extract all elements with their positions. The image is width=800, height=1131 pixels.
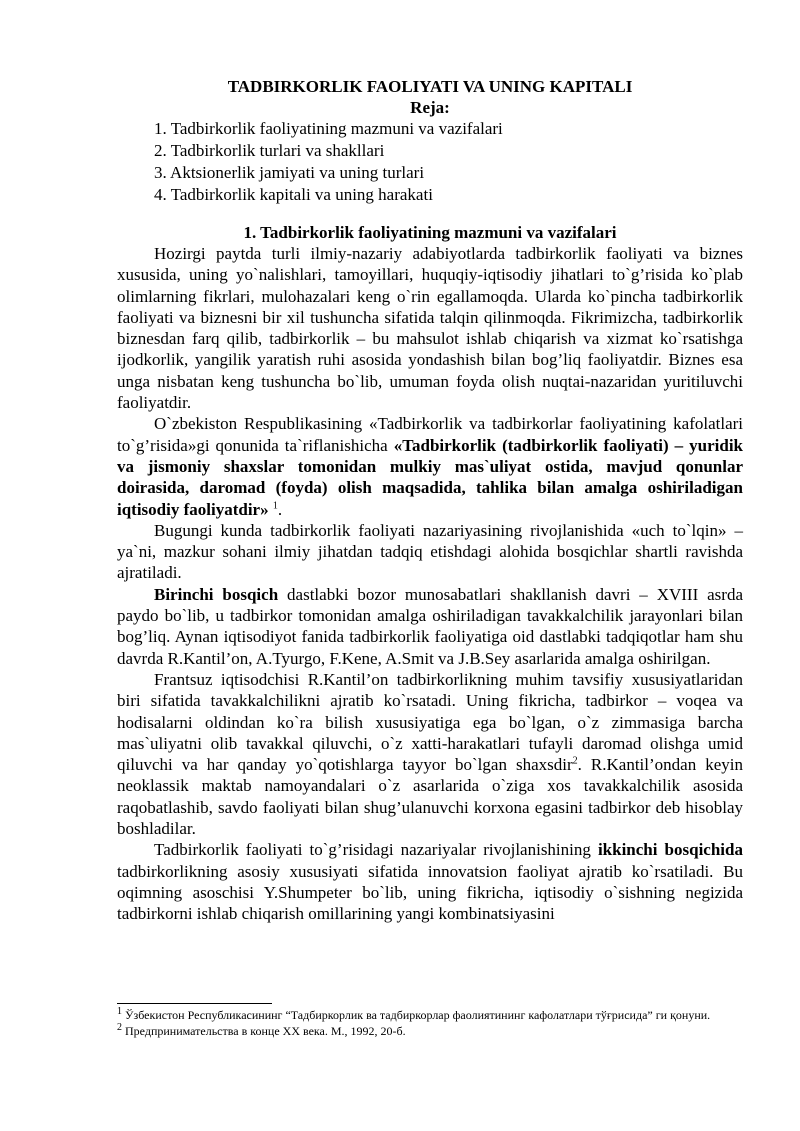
second-stage-label: ikkinchi bosqichida bbox=[597, 840, 743, 860]
paragraph-4-text: dastlabki bozor munosabatlari shakllanish davri – XVIII asrda paydo bo`lib, u tadbirkor tomonidan amalga oshiriladigan tavakkalchilik jarayonlari bilan bog’liq. Aynan iqtisodiyot fanida tadbirkorlik faoliyatiga oid dastlabki tadqiqotlar ham shu davrda R.Kantil’on, A.Tyurgo, F.Kene, A.Smit va J.B.Sey asarlarida amalga oshirilgan. bbox=[117, 584, 743, 668]
paragraph-2-text: O`zbekiston Respublikasining «Tadbirkorlik va tadbirkorlar faoliyatining kafolatlari to`g’risida»gi qonunida ta`riflanishicha bbox=[117, 414, 743, 455]
footnote-text: Предпринимательства в конце XX века. М., 1992, 20-б. bbox=[122, 1024, 406, 1038]
paragraph-6 bbox=[117, 839, 743, 924]
law-definition: «Tadbirkorlik (tadbirkorlik faoliyati) – yuridik va jismoniy shaxslar tomonidan mulkiy mas`uliyat ostida, mavjud qonunlar doirasida, daromad (foyda) olish maqsadida, tahlika bilan amalga oshiriladigan iqtisodiy faoliyatdir» bbox=[117, 435, 743, 519]
footnote-mark: 2 bbox=[117, 1022, 122, 1033]
footnote-2 bbox=[117, 1023, 743, 1039]
footnote-text: Ўзбекистон Республикасининг “Тадбиркорлик ва тадбиркорлар фаолиятининг кафолатлари тўғрисида” ги қонуни. bbox=[122, 1008, 711, 1022]
footnote-ref-1: 1 bbox=[272, 499, 278, 511]
plan-item: 4. Tadbirkorlik kapitali va uning harakati bbox=[154, 185, 433, 204]
paragraph-2-end: . bbox=[277, 499, 283, 519]
document-title: TADBIRKORLIK FAOLIYATI VA UNING KAPITALI bbox=[227, 77, 633, 96]
footnotes bbox=[117, 1007, 743, 1039]
paragraph-5 bbox=[117, 669, 743, 839]
plan-item: 2. Tadbirkorlik turlari va shakllari bbox=[154, 141, 385, 160]
paragraph-3: Bugungi kunda tadbirkorlik faoliyati nazariyasining rivojlanishida «uch to`lqin» – ya`ni, mazkur sohani ilmiy jihatdan tadqiq etishdagi alohida bosqichlar shartli ravishda ajratiladi. bbox=[117, 520, 743, 583]
footnote-separator bbox=[117, 1003, 272, 1004]
plan-item: 1. Tadbirkorlik faoliyatining mazmuni va vazifalari bbox=[154, 119, 503, 138]
plan-list bbox=[154, 118, 743, 206]
plan-heading: Reja: bbox=[410, 98, 450, 117]
footnote-ref-2: 2 bbox=[572, 755, 578, 767]
section-heading: 1. Tadbirkorlik faoliyatining mazmuni va vazifalari bbox=[243, 223, 617, 242]
paragraph-4 bbox=[117, 584, 743, 669]
document-page bbox=[117, 76, 743, 925]
footnote-1 bbox=[117, 1007, 743, 1023]
paragraph-6-text: Tadbirkorlik faoliyati to`g’risidagi nazariyalar rivojlanishining bbox=[154, 840, 598, 860]
paragraph-2 bbox=[117, 413, 743, 519]
paragraph-5-rest: . R.Kantil’ondan keyin neoklassik maktab namoyandalari o`z asarlarida o`ziga xos tavakkalchilik asosida raqobatlashib, savdo faoliyati bilan shug’ulanuvchi korxona egasini tadbirkor deb hisoblay boshladilar. bbox=[117, 755, 743, 839]
first-stage-label: Birinchi bosqich bbox=[154, 584, 279, 604]
paragraph-6-rest: tadbirkorlikning asosiy xususiyati sifatida innovatsion faoliyat ajratib ko`rsatiladi. Bu oqimning asoschisi Y.Shumpeter bo`lib, uning fikricha, iqtisodiy o`sishning negizida tadbirkorni ishlab chiqarish omillarining yangi kombinatsiyasini bbox=[117, 861, 743, 924]
plan-item: 3. Aktsionerlik jamiyati va uning turlari bbox=[154, 163, 425, 182]
paragraph-5-text: Frantsuz iqtisodchisi R.Kantil’on tadbirkorlikning muhim tavsifiy xususiyatlaridan biri sifatida tavakkalchilikni ajratib ko`rsatadi. Uning fikricha, tadbirkor – voqea va hodisalarni oldindan ko`ra bilish xususiyatiga ega bo`lgan, o`z zimmasiga barcha mas`uliyatni olib tavakkal qiluvchi, o`z xatti-harakatlari tufayli daromad olishga umid qiluvchi va har qanday yo`qotishlarga tayyor bo`lgan shaxsdir bbox=[117, 669, 743, 775]
paragraph-1: Hozirgi paytda turli ilmiy-nazariy adabiyotlarda tadbirkorlik faoliyati va biznes xususida, uning yo`nalishlari, tamoyillari, huquqiy-iqtisodiy jihatlari to`g’risida ko`plab olimlarning fikrlari, mulohazalari keng o`rin egallamoqda. Ularda ko`pincha tadbirkorlik faoliyati va biznesni bir xil tushuncha sifatida talqin qilinmoqda. Fikrimizcha, tadbirkorlik biznesdan farq qilib, tadbirkorlik – bu mahsulot ishlab chiqarish va xizmat ko`rsatishga ijodkorlik, yangilik yaratish ruhi asosida yondashish bilan bog’liq faoliyatdir. Biznes esa unga nisbatan keng tushuncha bo`lib, umuman foyda olish nuqtai-nazaridan yuritiluvchi faoliyatdir. bbox=[117, 244, 743, 413]
footnote-mark: 1 bbox=[117, 1006, 122, 1017]
